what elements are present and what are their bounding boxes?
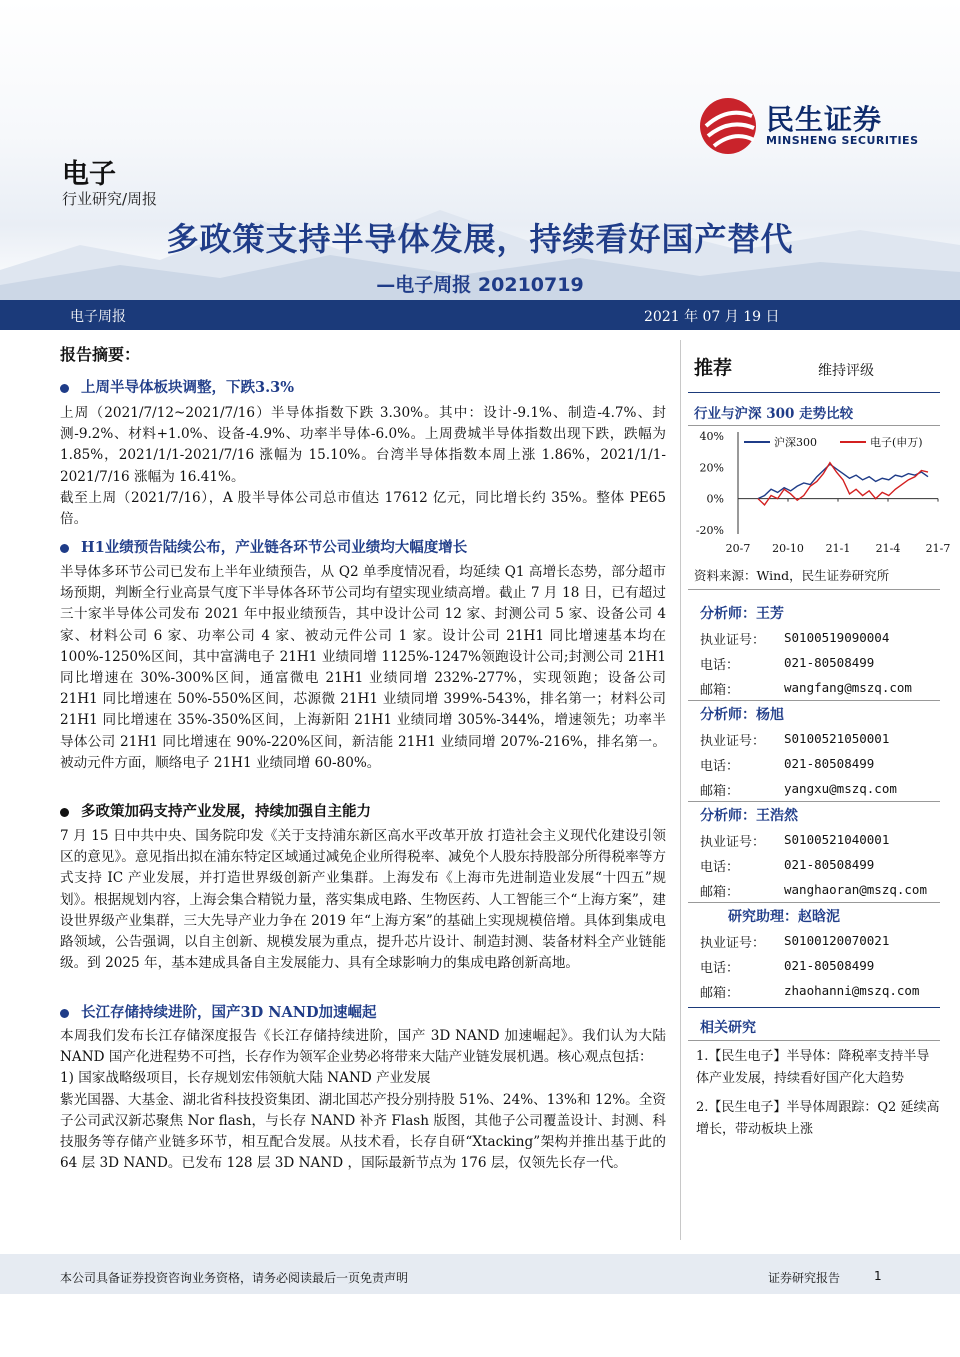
divider bbox=[688, 902, 940, 903]
chart-source: 资料来源：Wind，民生证券研究所 bbox=[694, 568, 890, 583]
y-tick-label: 0% bbox=[706, 492, 724, 506]
y-tick-label: 40% bbox=[699, 430, 724, 443]
logo-english-name: MINSHENG SECURITIES bbox=[766, 134, 919, 147]
report-type: 行业研究/周报 bbox=[62, 190, 158, 208]
divider bbox=[688, 1040, 940, 1041]
bullet-icon bbox=[60, 1009, 69, 1018]
tel-label: 电话： bbox=[700, 658, 740, 673]
title-bar bbox=[0, 300, 960, 330]
related-item[interactable]: 1.【民生电子】半导体：降税率支持半导体产业发展，持续看好国产化大趋势 bbox=[696, 1049, 930, 1086]
divider bbox=[688, 392, 940, 393]
mail-address[interactable]: yangxu@mszq.com bbox=[784, 781, 897, 796]
mail-label: 邮箱： bbox=[700, 885, 740, 900]
x-tick-label: 21-4 bbox=[875, 542, 901, 555]
paragraph: 上周（2021/7/12~2021/7/16）半导体指数下跌 3.30%。其中：设计-9.1%、制造-4.7%、封测-9.2%、材料+1.0%、设备-4.9%、功率半导体-6.0%。上周费城半导体指数出现下跌，跌幅为 1.85%，2021/1/1-2021/7/16 涨幅为 15.10%。台湾半导体指数本周上涨 1.86%，2021/1/1-2021/7/16 涨幅为 16.41%。 bbox=[60, 405, 666, 485]
tel-number: 021-80508499 bbox=[784, 655, 875, 670]
x-tick-label: 21-1 bbox=[825, 542, 851, 555]
report-subtitle: —电子周报 20210719 bbox=[376, 274, 584, 296]
section-body-1 bbox=[60, 403, 666, 530]
mail-address[interactable]: zhaohanni@mszq.com bbox=[784, 983, 920, 998]
tel-label: 电话： bbox=[700, 860, 740, 875]
tel-number: 021-80508499 bbox=[784, 756, 875, 771]
bar-report-name: 电子周报 bbox=[70, 309, 126, 325]
section-heading-text: 多政策加码支持产业发展，持续加强自主能力 bbox=[81, 803, 371, 820]
sector-label: 电子 bbox=[62, 159, 116, 190]
section-heading-text: H1业绩预告陆续公布，产业链各环节公司业绩均大幅度增长 bbox=[81, 539, 468, 556]
bar-report-date: 2021 年 07 月 19 日 bbox=[644, 309, 780, 325]
mail-address[interactable]: wangfang@mszq.com bbox=[784, 680, 912, 695]
paragraph: 半导体多环节公司已发布上半年业绩预告，从 Q2 单季度情况看，均延续 Q1 高增长态势，部分超市场预期，判断全行业高景气度下半导体各环节公司均有望实现业绩高增。截止 7 月 18 日，已有超过三十家半导体公司发布 2021 年中报业绩预告，其中设计公司 12 家、封测公司 5 家、设备公司 4 家、材料公司 6 家、功率公司 4 家、被动元件公司 1 家。设计公司 21H1 同比增速基本均在 100%-1250%区间，其中富满电子 21H1 业绩同增 1125%-1247%领跑设计公司;封测公司 21H1 同比增速在 30%-300%区间，通富微电 21H1 业绩同增 232%-277%，实现领跑；设备公司 21H1 同比增速在 50%-550%区间，芯源微 21H1 业绩同增 399%-543%，排名第一；材料公司 21H1 同比增速在 35%-350%区间，上海新阳 21H1 业绩同增 305%-344%，增速领先；功率半导体公司 21H1 同比增速在 90%-220%区间，新洁能 21H1 业绩同增 207%-216%，排名第一。被动元件方面，顺络电子 21H1 业绩同增 60-80%。 bbox=[60, 564, 666, 771]
paragraph: 本周我们发布长江存储深度报告《长江存储持续进阶，国产 3D NAND 加速崛起》。我们认为大陆 NAND 国产化进程势不可挡，长存作为领军企业势必将带来大陆产业链发展机遇。核心观点包括： bbox=[60, 1028, 666, 1066]
cert-label: 执业证号： bbox=[700, 734, 766, 749]
x-tick-label: 20-7 bbox=[725, 542, 751, 555]
tel-label: 电话： bbox=[700, 961, 740, 976]
paragraph: 7 月 15 日中共中央、国务院印发《关于支持浦东新区高水平改革开放 打造社会主义现代化建设引领区的意见》。意见指出拟在浦东特定区域通过减免企业所得税率、减免个人股东持股部分所得税率等方式支持 IC 产业发展，并打造世界级创新产业集群。上海发布《上海市先进制造业发展“十四五”规划》。根据规划内容，上海会集合精锐力量，落实集成电路、生物医药、人工智能三个“上海方案”，建设世界级产业集群，三大先导产业力争在 2019 年“上海方案”的基础上实现规模倍增。具体到集成电路领域，公告强调，以自主创新、规模发展为重点，提升芯片设计、制造封测、装备材料全产业链能级。到 2025 年，基本建成具备自主发展能力、具有全球影响力的集成电路创新高地。 bbox=[60, 828, 666, 972]
section-heading-3 bbox=[60, 800, 670, 821]
bullet-icon bbox=[60, 544, 69, 553]
analyst-heading: 研究助理：赵晗泥 bbox=[728, 909, 840, 925]
cert-number: S0100519090004 bbox=[784, 630, 890, 645]
cert-label: 执业证号： bbox=[700, 633, 766, 648]
column-divider bbox=[680, 340, 681, 1240]
mail-address[interactable]: wanghaoran@mszq.com bbox=[784, 882, 927, 897]
report-title: 多政策支持半导体发展，持续看好国产替代 bbox=[166, 220, 794, 258]
logo-chinese-name: 民生证券 bbox=[766, 103, 883, 136]
tel-number: 021-80508499 bbox=[784, 958, 875, 973]
bullet-icon bbox=[60, 808, 69, 817]
y-tick-label: -20% bbox=[695, 524, 724, 537]
section-heading-text: 长江存储持续进阶，国产3D NAND加速崛起 bbox=[81, 1004, 377, 1021]
cert-label: 执业证号： bbox=[700, 936, 766, 951]
bullet-icon bbox=[60, 384, 69, 393]
legend-label: 电子(申万) bbox=[870, 436, 923, 449]
analyst-heading: 分析师：杨旭 bbox=[700, 707, 784, 723]
x-tick-label: 21-7 bbox=[925, 542, 951, 555]
page-number: 1 bbox=[874, 1269, 882, 1283]
trend-chart bbox=[688, 426, 951, 560]
analyst-heading: 分析师：王浩然 bbox=[700, 808, 798, 824]
divider bbox=[688, 801, 940, 802]
rating-value: 维持评级 bbox=[818, 363, 874, 379]
mail-label: 邮箱： bbox=[700, 986, 740, 1001]
section-heading-2 bbox=[60, 536, 670, 557]
related-research-heading: 相关研究 bbox=[700, 1020, 756, 1036]
x-tick-label: 20-10 bbox=[772, 542, 804, 555]
section-heading-4 bbox=[60, 1001, 670, 1022]
section-heading-1 bbox=[60, 376, 670, 397]
cert-number: S0100120070021 bbox=[784, 933, 890, 948]
y-tick-label: 20% bbox=[699, 461, 724, 475]
tel-label: 电话： bbox=[700, 759, 740, 774]
cert-number: S0100521050001 bbox=[784, 731, 890, 746]
mail-label: 邮箱： bbox=[700, 683, 740, 698]
section-body-3 bbox=[60, 826, 666, 974]
divider bbox=[688, 700, 940, 701]
paragraph: 截至上周（2021/7/16），A 股半导体公司总市值达 17612 亿元，同比增长约 35%。整体 PE65 倍。 bbox=[60, 489, 666, 528]
divider bbox=[688, 1007, 940, 1008]
legend-label: 沪深300 bbox=[774, 436, 817, 449]
recommend-label: 推荐 bbox=[694, 357, 733, 379]
footer-disclaimer: 本公司具备证券投资咨询业务资格，请务必阅读最后一页免责声明 bbox=[60, 1271, 409, 1285]
footer-report-type: 证券研究报告 bbox=[768, 1271, 841, 1285]
section-heading-text: 上周半导体板块调整，下跌3.3% bbox=[81, 379, 295, 396]
paragraph: 紫光国器、大基金、湖北省科技投资集团、湖北国芯产投分别持股 51%、24%、13%和 12%。全资子公司武汉新芯聚焦 Nor flash，与长存 NAND 补齐 Flash 版图，其他子公司覆盖设计、封测、科技服务等存储产业链多环节，相互配合发展。从技术看，长存自研“Xtacking”架构并推出基于此的 64 层 3D NAND。已发布 128 层 3D NAND ，国际最新节点为 176 层，仅领先长存一代。 bbox=[60, 1091, 666, 1172]
paragraph: 1) 国家战略级项目，长存规划宏伟领航大陆 NAND 产业发展 bbox=[60, 1070, 431, 1087]
related-item[interactable]: 2.【民生电子】半导体周跟踪：Q2 延续高增长，带动板块上涨 bbox=[696, 1100, 940, 1137]
divider bbox=[688, 589, 940, 590]
cert-label: 执业证号： bbox=[700, 835, 766, 850]
tel-number: 021-80508499 bbox=[784, 857, 875, 872]
summary-label: 报告摘要： bbox=[60, 345, 141, 364]
mail-label: 邮箱： bbox=[700, 784, 740, 799]
analyst-heading: 分析师：王芳 bbox=[700, 606, 784, 622]
section-body-2 bbox=[60, 562, 666, 774]
cert-number: S0100521040001 bbox=[784, 832, 890, 847]
chart-title: 行业与沪深 300 走势比较 bbox=[694, 406, 854, 422]
section-body-4 bbox=[60, 1026, 666, 1174]
